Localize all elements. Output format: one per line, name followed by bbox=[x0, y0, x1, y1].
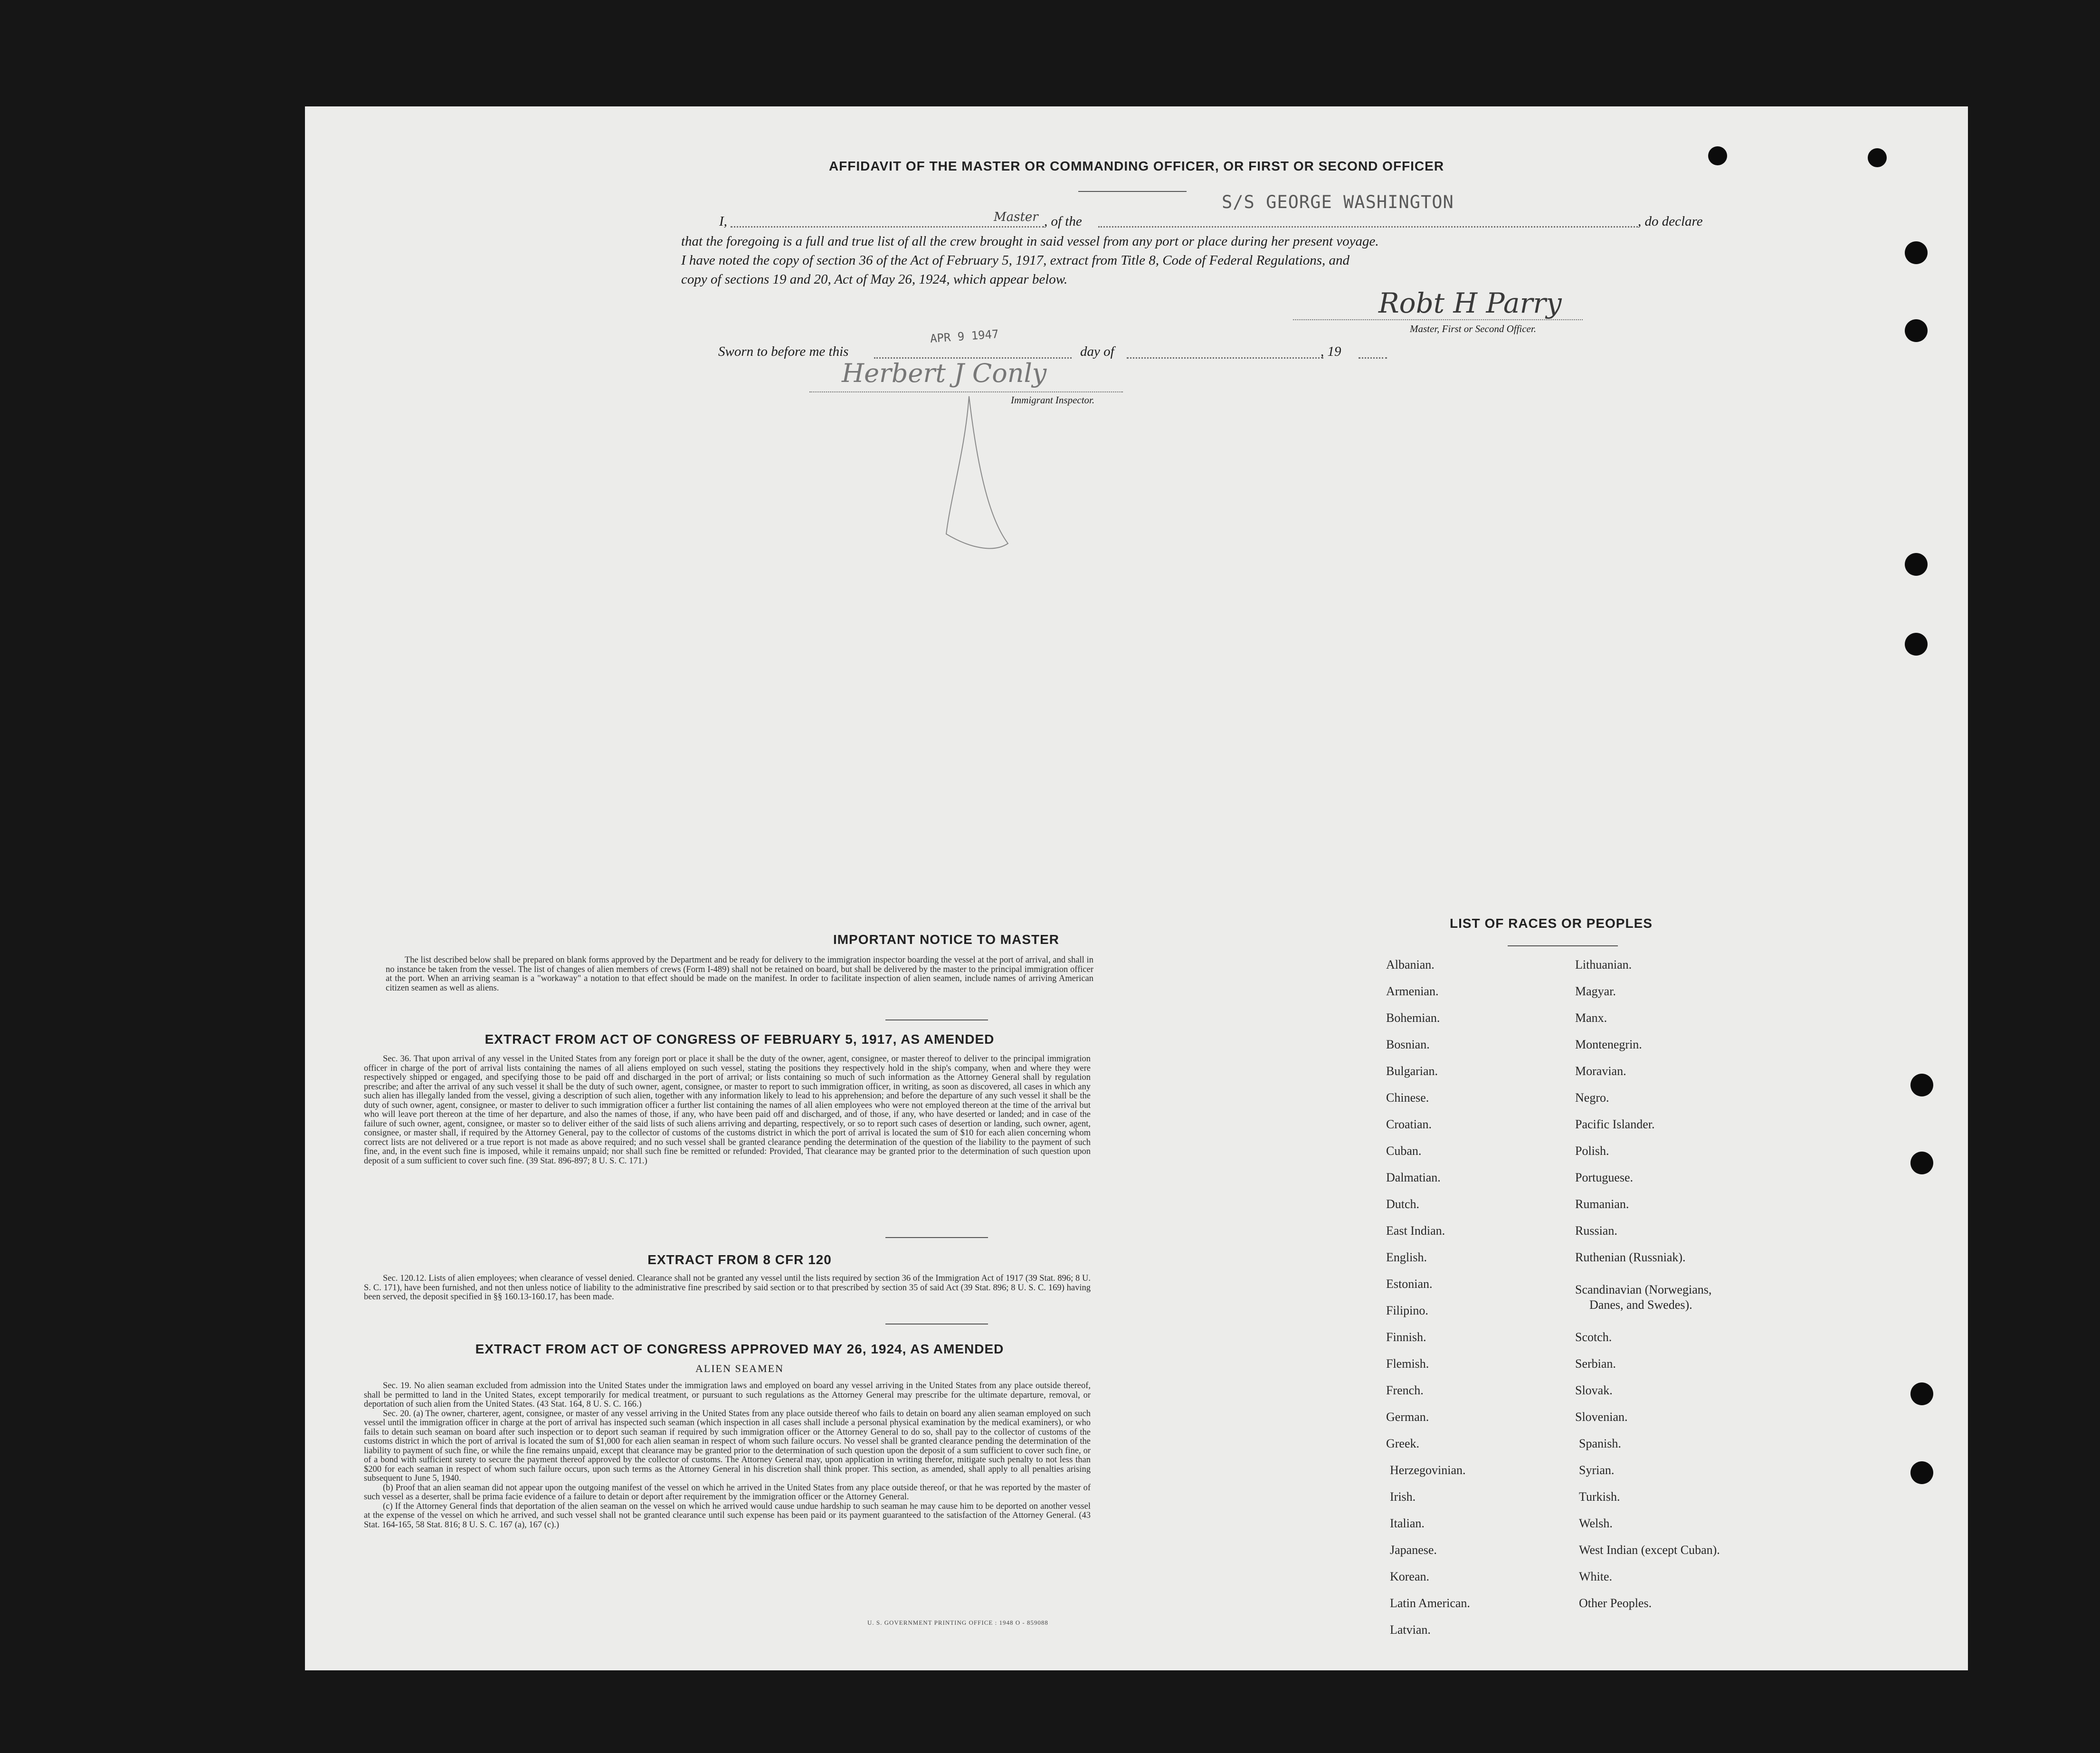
vessel-name-line bbox=[1098, 226, 1638, 228]
affidavit-title: AFFIDAVIT OF THE MASTER OR COMMANDING OFFICER, OR FIRST OR SECOND OFFICER bbox=[828, 159, 1444, 173]
punch-hole bbox=[1905, 553, 1928, 576]
divider bbox=[885, 1237, 988, 1238]
race-item: Scandinavian (Norwegians, bbox=[1575, 1283, 1712, 1296]
divider bbox=[885, 1019, 988, 1020]
divider bbox=[1508, 945, 1618, 946]
race-item: Manx. bbox=[1575, 1011, 1607, 1025]
race-item: Serbian. bbox=[1575, 1357, 1616, 1371]
race-item: Albanian. bbox=[1386, 958, 1435, 972]
section-20c: (c) If the Attorney General finds that deportation of the alien seaman on the vessel on which he arrived would cause undue hardship to such seaman he may cause him to be deported on another vessel at the expense of the vessel on which he arrived, and such vessel shall not be granted clearance until such expense has been paid or its payment guaranteed to the satisfaction of the Attorney General. (43 Stat. 164-165, 58 Stat. 816; 8 U. S. C. 167 (a), 167 (c).) bbox=[364, 1501, 1091, 1530]
signature-line bbox=[1293, 319, 1583, 320]
notice-body: The list described below shall be prepared on blank forms approved by the Department and be ready for delivery to the immigration inspector boarding the vessel at the port of arrival, and shall in no instance be taken from the vessel. The list of changes of alien members of crews (Form I-489) shall not be retained on board, but shall be delivered by the master to the principal immigration officer at the port. When an arriving seaman is a "workaway" a notation to that effect should be made on the manifest. In order to facilitate inspection of alien seamen, include names of arriving American citizen seamen as well as aliens. bbox=[386, 955, 1093, 993]
race-item: Welsh. bbox=[1579, 1516, 1613, 1530]
race-item: Irish. bbox=[1390, 1490, 1416, 1504]
race-item: Japanese. bbox=[1390, 1543, 1437, 1557]
race-item: White. bbox=[1579, 1570, 1613, 1583]
race-item: Herzegovinian. bbox=[1390, 1463, 1466, 1477]
section-20a: Sec. 20. (a) The owner, charterer, agent, consignee, or master of any vessel arriving in the United States from any place outside thereof who fails to detain on board any alien seaman employed on such vessel until the immigration officer in charge at the port of arrival has inspected such seaman (which inspection in all cases shall include a personal physical examination by the medical examiners), or who fails to detain such seaman on board after such inspection or to deport such seaman if required by such immigration officer or the Attorney General to do so, shall pay to the collector of customs of the customs district in which the port of arrival is located the sum of $1,000 for each alien seaman in respect of whom such failure occurs. No vessel shall be granted clearance pending the determination of the liability to payment of such fine, or while the fine remains unpaid, except that clearance may be granted prior to the determination of such question upon the deposit of a sum sufficient to cover such fine, or of a bond with sufficient surety to secure the payment thereof approved by the collector of customs. The Attorney General may, upon application in writing therefor, mitigate such penalty to not less than $200 for each seaman in respect of whom such failure occurs, upon such terms as the Attorney General in his discretion shall think proper. This section, as amended, shall apply to all penalties arising subsequent to June 5, 1940. bbox=[364, 1409, 1091, 1483]
punch-hole bbox=[1905, 633, 1928, 656]
race-item: French. bbox=[1386, 1383, 1424, 1397]
affidavit-line-3: I have noted the copy of section 36 of the Act of February 5, 1917, extract from Title 8, Code of Federal Regulations, and bbox=[681, 253, 1350, 268]
race-item: Syrian. bbox=[1579, 1463, 1615, 1477]
affidavit-do-declare: , do declare bbox=[1638, 214, 1703, 229]
punch-hole bbox=[1910, 1461, 1933, 1484]
race-item: Bohemian. bbox=[1386, 1011, 1440, 1025]
race-item: Rumanian. bbox=[1575, 1197, 1629, 1211]
extract-cfr-body: Sec. 120.12. Lists of alien employees; when clearance of vessel denied. Clearance shall not be granted any vessel until the lists required by section 36 of the Immigration Act of 1917 (39 Stat. 896; 8 U. S. C. 171), have been furnished, and not then unless notice of liability to the administrative fine prescribed by said section or to that prescribed by section 35 of said Act (39 Stat. 896; 8 U. S. C. 169) having been served, the deposit specified in §§ 160.13-160.17, has been made. bbox=[364, 1274, 1091, 1302]
race-item: Turkish. bbox=[1579, 1490, 1620, 1504]
races-title: LIST OF RACES OR PEOPLES bbox=[1450, 916, 1653, 931]
affidavit-of-the: , of the bbox=[1044, 214, 1082, 229]
race-item: Dutch. bbox=[1386, 1197, 1420, 1211]
punch-hole bbox=[1910, 1152, 1933, 1174]
race-item: Finnish. bbox=[1386, 1330, 1426, 1344]
race-item: Korean. bbox=[1390, 1570, 1430, 1583]
date-stamp: APR 9 1947 bbox=[930, 327, 999, 346]
race-item: Scotch. bbox=[1575, 1330, 1612, 1344]
inspector-caption: Immigrant Inspector. bbox=[1011, 394, 1095, 406]
race-item: Italian. bbox=[1390, 1516, 1425, 1530]
affidavit-line-2: that the foregoing is a full and true list of all the crew brought in said vessel from any port or place during her present voyage. bbox=[681, 234, 1379, 249]
race-item: Filipino. bbox=[1386, 1304, 1428, 1317]
race-item: West Indian (except Cuban). bbox=[1579, 1543, 1720, 1557]
race-item: East Indian. bbox=[1386, 1224, 1445, 1238]
race-item: Magyar. bbox=[1575, 984, 1616, 998]
race-item: Moravian. bbox=[1575, 1064, 1626, 1078]
race-item: Montenegrin. bbox=[1575, 1038, 1642, 1051]
race-item: German. bbox=[1386, 1410, 1429, 1424]
section-19: Sec. 19. No alien seaman excluded from admission into the United States under the immigration laws and employed on board any vessel arriving in the United States from any place outside thereof, shall be permitted to land in the United States, except temporarily for medical treatment, or pursuant to such regulations as the Attorney General may prescribe for the ultimate departure, removal, or deportation of such alien from the United States. (43 Stat. 164, 8 U. S. C. 166.) bbox=[364, 1381, 1091, 1409]
race-item: English. bbox=[1386, 1250, 1427, 1264]
race-item: Portuguese. bbox=[1575, 1171, 1634, 1184]
race-item: Chinese. bbox=[1386, 1091, 1429, 1105]
race-item: Russian. bbox=[1575, 1224, 1617, 1238]
race-item: Cuban. bbox=[1386, 1144, 1422, 1158]
race-item: Flemish. bbox=[1386, 1357, 1429, 1371]
race-item: Lithuanian. bbox=[1575, 958, 1632, 972]
race-item: Ruthenian (Russniak). bbox=[1575, 1250, 1686, 1264]
punch-hole bbox=[1905, 319, 1928, 342]
punch-hole bbox=[1905, 241, 1928, 264]
race-item: Dalmatian. bbox=[1386, 1171, 1441, 1184]
year-line bbox=[1359, 357, 1387, 359]
race-item: Danes, and Swedes). bbox=[1589, 1298, 1692, 1312]
race-item: Slovak. bbox=[1575, 1383, 1613, 1397]
race-item: Slovenian. bbox=[1575, 1410, 1628, 1424]
race-item: Bulgarian. bbox=[1386, 1064, 1438, 1078]
race-item: Latvian. bbox=[1390, 1623, 1431, 1637]
document-page bbox=[305, 106, 1968, 1670]
affidavit-line-4: copy of sections 19 and 20, Act of May 26, 1924, which appear below. bbox=[681, 272, 1068, 287]
race-item: Spanish. bbox=[1579, 1437, 1621, 1450]
master-name-handwritten: Master bbox=[994, 210, 1038, 224]
pen-stroke-mark bbox=[941, 391, 1013, 600]
race-item: Negro. bbox=[1575, 1091, 1609, 1105]
punch-hole bbox=[1910, 1074, 1933, 1096]
divider bbox=[1078, 191, 1187, 192]
notice-title: IMPORTANT NOTICE TO MASTER bbox=[833, 932, 1060, 947]
section-20b: (b) Proof that an alien seaman did not appear upon the outgoing manifest of the vessel on which he arrived in the United States from any place outside thereof, or that he was reported by the master of such vessel as a deserter, shall be prima facie evidence of a failure to detain or deport after requirement by the immigration officer or the Attorney General. bbox=[364, 1483, 1091, 1502]
month-line bbox=[1127, 357, 1323, 359]
day-of-label: day of bbox=[1080, 344, 1114, 359]
race-item: Pacific Islander. bbox=[1575, 1117, 1655, 1131]
race-item: Croatian. bbox=[1386, 1117, 1432, 1131]
extract-cfr-title: EXTRACT FROM 8 CFR 120 bbox=[647, 1252, 832, 1267]
race-item: Polish. bbox=[1575, 1144, 1609, 1158]
punch-hole bbox=[1910, 1382, 1933, 1405]
extract-1917-title: EXTRACT FROM ACT OF CONGRESS OF FEBRUARY 5, 1917, AS AMENDED bbox=[485, 1032, 995, 1047]
race-item: Armenian. bbox=[1386, 984, 1439, 998]
race-item: Latin American. bbox=[1390, 1596, 1470, 1610]
extract-1924-subtitle: ALIEN SEAMEN bbox=[695, 1362, 784, 1374]
printer-imprint: U. S. GOVERNMENT PRINTING OFFICE : 1948 O - 859088 bbox=[867, 1619, 1048, 1626]
sworn-label: Sworn to before me this bbox=[718, 344, 849, 359]
race-item: Other Peoples. bbox=[1579, 1596, 1652, 1610]
race-item: Greek. bbox=[1386, 1437, 1420, 1450]
inspector-signature: Herbert J Conly bbox=[842, 358, 1047, 388]
race-item: Bosnian. bbox=[1386, 1038, 1430, 1051]
race-item: Estonian. bbox=[1386, 1277, 1433, 1291]
extract-1917-body: Sec. 36. That upon arrival of any vessel in the United States from any foreign port or place it shall be the duty of the owner, agent, consignee, or master thereof to deliver to the principal immigration officer in charge of the port of arrival lists containing the names of all aliens employed on such vessel, stating the positions they respectively hold in the ship's company, when and where they were respectively shipped or engaged, and specifying those to be paid off and discharged in the port of arrival; or lists containing so much of such information as the Attorney General shall by regulation prescribe; and after the arrival of any such vessel it shall be the duty of such owner, agent, consignee, or master to report to such immigration officer, in writing, as soon as discovered, all cases in which any such alien has illegally landed from the vessel, giving a description of such alien, together with any information likely to lead to his apprehension; and before the departure of any such vessel it shall be the duty of such owner, agent, consignee, or master to deliver to such immigration officer a further list containing the names of all alien employees who were not employed thereon at the time of the arrival but who will leave port thereon at the time of her departure, and also the names of those, if any, who have been paid off and discharged, and of those, if any, who have deserted or landed; and in case of the failure of such owner, agent, consignee, or master so to deliver either of the said lists of such aliens arriving and departing, respectively, or so to report such cases of desertion or landing, such owner, agent, consignee, or master shall, if required by the Attorney General, pay to the collector of customs of the customs district in which the port of arrival is located the sum of $10 for each alien concerning whom correct lists are not delivered or a true report is not made as above required; and no such vessel shall be granted clearance pending the determination of the question of the liability to the payment of such fine, and, in the event such fine is imposed, while it remains unpaid; nor shall such fine be remitted or refunded: Provided, That clearance may be granted prior to the determination of such question upon deposit of a sum sufficient to cover such fine. (39 Stat. 896-897; 8 U. S. C. 171.) bbox=[364, 1054, 1091, 1166]
year-prefix: , 19 bbox=[1321, 344, 1341, 359]
affidavit-i-label: I, bbox=[719, 214, 727, 229]
master-name-line bbox=[731, 226, 1044, 228]
vessel-name-stamp: S/S GEORGE WASHINGTON bbox=[1222, 192, 1454, 212]
signature-caption: Master, First or Second Officer. bbox=[1410, 323, 1536, 334]
master-signature: Robt H Parry bbox=[1378, 287, 1562, 319]
extract-1924-title: EXTRACT FROM ACT OF CONGRESS APPROVED MAY 26, 1924, AS AMENDED bbox=[475, 1342, 1004, 1356]
extract-1924-body bbox=[364, 1381, 1091, 1530]
